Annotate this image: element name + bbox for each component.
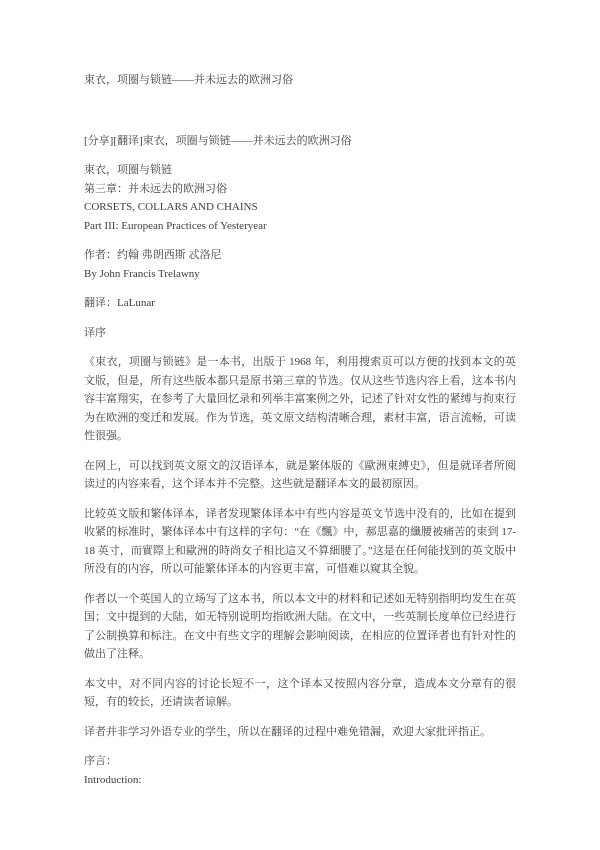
preface-heading: 译序 xyxy=(84,326,106,339)
section-heading-cn: 序言： xyxy=(84,755,117,767)
page-title: 束衣，项圈与锁链——并未远去的欧洲习俗 xyxy=(84,74,293,86)
paragraph-version-comparison: 比较英文版和繁体译本，译者发现繁体译本中有些内容是英文节选中没有的，比如在提到收紧的标准时，繁体译本中有这样的字句：“在《飄》中，郝思嘉的纖腰被痛苦的束到 17-18 英寸，而實際上和歐洲的時尚女子相比這又不算細腰了。”这是在任何能找到的英文版中所没有的内容，所以可能繁体译本的内容更丰富，可惜难以窥其全貌。 xyxy=(84,507,516,575)
paragraph-author-perspective: 作者以一个英国人的立场写了这本书，所以本文中的材料和记述如无特别指明均发生在英国；文中提到的大陆，如无特别说明均指欧洲大陆。在文中，一些英制长度单位已经进行了公制换算和标注。在文中有些文字的理解会影响阅读，在相应的位置译者也有针对性的做出了注释。 xyxy=(84,592,516,660)
author-block xyxy=(84,246,516,283)
section-heading-block xyxy=(84,752,516,789)
heading-block xyxy=(84,161,516,235)
chapter-title-cn: 第三章：并未远去的欧洲习俗 xyxy=(84,182,227,195)
section-heading-en: Introduction: xyxy=(84,773,142,786)
paragraph-online-translation: 在网上，可以找到英文原文的汉语译本，就是繁体版的《歐洲束縛史》，但是就译者所阅读过的内容来看，这个译本并不完整。这些就是翻译本文的最初原因。 xyxy=(84,459,516,490)
chapter-title-en: Part III: European Practices of Yesteryear xyxy=(84,219,267,232)
author-line-en: By John Francis Trelawny xyxy=(84,267,200,280)
paragraph-chapter-length: 本文中，对不同内容的讨论长短不一，这个译本又按照内容分章，造成本文分章有的很短，有的较长，还请读者谅解。 xyxy=(84,677,516,708)
share-translate-title: [分享][翻译]束衣，项圈与锁链——并未远去的欧洲习俗 xyxy=(84,134,352,147)
book-title-cn: 束衣，项圈与锁链 xyxy=(84,164,172,176)
book-title-en: CORSETS, COLLARS AND CHAINS xyxy=(84,201,258,213)
translator-line: 翻译：LaLunar xyxy=(84,297,155,309)
author-line-cn: 作者：约翰 弗朗西斯 忒洛尼 xyxy=(84,249,222,261)
paragraph-about-book: 《束衣，项圈与锁链》是一本书，出版于 1968 年，利用搜索页可以方便的找到本文的英文版，但是，所有这些版本都只是原书第三章的节选。仅从这些节选内容上看，这本书内容丰富翔实，在参考了大量回忆录和列举丰富案例之外，记述了针对女性的紧缚与拘束行为在欧洲的变迁和发展。作为节选，英文原文结构清晰合理，素材丰富，语言流畅，可读性很强。 xyxy=(84,356,516,442)
paragraph-translator-apology: 译者并非学习外语专业的学生，所以在翻译的过程中难免错漏，欢迎大家批评指正。 xyxy=(84,725,491,738)
